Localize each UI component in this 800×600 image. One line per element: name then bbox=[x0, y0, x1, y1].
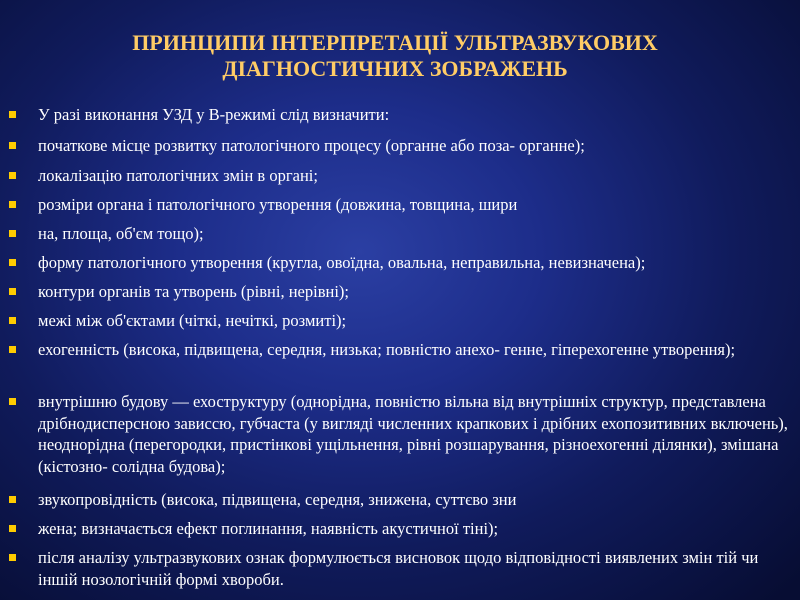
bullet-text: на, площа, об'єм тощо); bbox=[38, 224, 204, 243]
title-line-1: ПРИНЦИПИ ІНТЕРПРЕТАЦІЇ УЛЬТРАЗВУКОВИХ bbox=[132, 30, 658, 55]
square-bullet-icon bbox=[9, 201, 16, 208]
bullet-item bbox=[38, 135, 790, 157]
bullet-text: початкове місце розвитку патологічного процесу (органне або поза- органне); bbox=[38, 136, 585, 155]
bullet-item bbox=[38, 223, 790, 245]
bullet-item bbox=[38, 104, 790, 126]
bullet-item bbox=[38, 547, 790, 590]
square-bullet-icon bbox=[9, 525, 16, 532]
slide-title bbox=[0, 30, 790, 82]
bullet-item bbox=[38, 518, 790, 540]
square-bullet-icon bbox=[9, 346, 16, 353]
bullet-text: локалізацію патологічних змін в органі; bbox=[38, 166, 318, 185]
bullet-text: розміри органа і патологічного утворення (довжина, товщина, шири bbox=[38, 195, 518, 214]
square-bullet-icon bbox=[9, 111, 16, 118]
square-bullet-icon bbox=[9, 230, 16, 237]
bullet-item bbox=[38, 391, 790, 477]
square-bullet-icon bbox=[9, 259, 16, 266]
square-bullet-icon bbox=[9, 288, 16, 295]
bullet-item bbox=[38, 339, 790, 361]
bullet-text: внутрішню будову — ехоструктуру (однорідна, повністю вільна від внутрішніх структур, представлена дрібнодисперсною зависсю, губчаста (у вигляді численних крапкових і дрібних ехопозитивних включень), неоднорідна (перегородки, пристінкові ущільнення, рівні розшарування, різноехогенні ділянки), змішана (кістозно- солідна будова); bbox=[38, 392, 788, 476]
bullet-text: форму патологічного утворення (кругла, овоїдна, овальна, неправильна, невизначена); bbox=[38, 253, 646, 272]
bullet-text: після аналізу ультразвукових ознак формулюється висновок щодо відповідності виявлених змін тій чи іншій нозологічній формі хвороби. bbox=[38, 548, 759, 589]
bullet-item bbox=[38, 252, 790, 274]
square-bullet-icon bbox=[9, 142, 16, 149]
bullet-text: контури органів та утворень (рівні, нерівні); bbox=[38, 282, 349, 301]
square-bullet-icon bbox=[9, 554, 16, 561]
square-bullet-icon bbox=[9, 398, 16, 405]
square-bullet-icon bbox=[9, 317, 16, 324]
bullet-item bbox=[38, 194, 790, 216]
bullet-text: звукопровідність (висока, підвищена, середня, знижена, суттєво зни bbox=[38, 490, 517, 509]
bullet-item bbox=[38, 489, 790, 511]
bullet-text: жена; визначається ефект поглинання, наявність акустичної тіні); bbox=[38, 519, 499, 538]
bullet-text: ехогенність (висока, підвищена, середня, низька; повністю анехо- генне, гіперехогенне утворення); bbox=[38, 340, 736, 359]
bullet-item bbox=[38, 310, 790, 332]
bullet-text: У разі виконання УЗД у В-режимі слід визначити: bbox=[38, 105, 390, 124]
bullet-item bbox=[38, 281, 790, 303]
square-bullet-icon bbox=[9, 172, 16, 179]
bullet-item bbox=[38, 165, 790, 187]
bullet-text: межі між об'єктами (чіткі, нечіткі, розмиті); bbox=[38, 311, 347, 330]
title-line-2: ДІАГНОСТИЧНИХ ЗОБРАЖЕНЬ bbox=[222, 56, 568, 81]
square-bullet-icon bbox=[9, 496, 16, 503]
